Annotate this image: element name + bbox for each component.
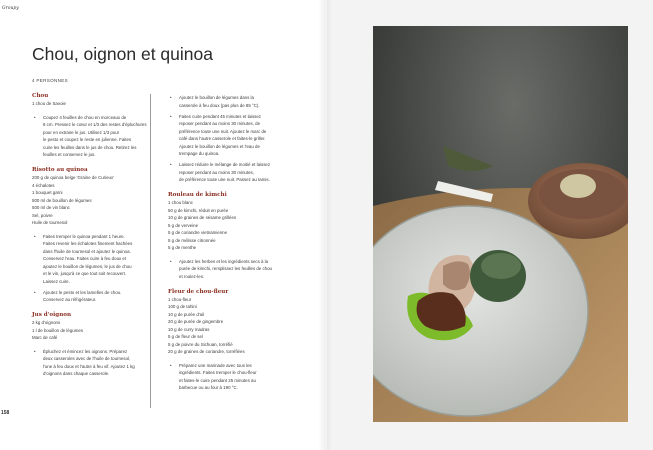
ingredient: 5 g de menthe [168, 245, 197, 250]
ingredient: Sel, poivre [32, 212, 53, 218]
section-heading-chou: Chou [32, 93, 49, 99]
steps-jus [32, 348, 148, 378]
column-divider [150, 94, 151, 408]
page-number: 158 [1, 410, 10, 416]
ingredient: 1 chou-fleur [168, 296, 192, 302]
ingredient: Marc de café [32, 335, 58, 340]
section-heading-chou-fleur: Fleur de chou-fleur [168, 288, 229, 295]
left-column [32, 92, 148, 381]
ingredient: 10 g de curry madras [168, 326, 210, 332]
step: • Coupez 4 feuilles de chou en morceaux de 8 cm. Pressez le cœur et 1/3 des restes d'épluchures pour en extraire le jus. Utilisez 1/3 pour le pesto et coupez le reste en julienne. Faites cuire les feuilles dans le jus de chou. Retirez les feuilles et conservez le jus. [43, 114, 148, 159]
section-heading-jus: Jus d'oignon [32, 312, 72, 318]
steps-kimchi [168, 258, 286, 281]
servings: 4 PERSONNES [32, 78, 68, 83]
ingredient: 100 g de tahini [168, 304, 197, 309]
section-tag: Groupy [2, 6, 19, 11]
ingredient: 1 chou de Savoie [32, 101, 66, 106]
ingredient: 20 g de purée de gingembre [168, 319, 224, 324]
step: • Préparez une marinade avec tous les ingrédients. Faites tremper le chou-fleur et faites-le cuire pendant 25 minutes au barbecue ou au four à 190 °C. [179, 362, 286, 392]
step: • Faites tremper le quinoa pendant 1 heure. Faites revenir les échalotes finement hachées dans l'huile de tournesol et ajoutez le quinoa. Conservez l'eau. Faites cuire à feu doux et ajoutez le bouillon de légumes, le jus de chou et le vin, jusqu'à ce que tout soit recouvert. Laissez cuire. [43, 233, 148, 286]
step: • Ajoutez les herbes et les ingrédients secs à la purée de kimchi, remplissez les feuilles de chou et roulez-les. [179, 258, 286, 281]
ingredient: 1 bouquet garni [32, 190, 63, 195]
ingredient: 500 ml de bouillon de légumes [32, 197, 92, 203]
steps-risotto [32, 233, 148, 304]
step: • Laissez réduire le mélange de moitié et laissez reposer pendant au moins 30 minutes, de préférence toute une nuit. Passez au tamis. [179, 161, 286, 184]
section-heading-risotto: Risotto au quinoa [32, 167, 88, 173]
recipe-title: Chou, oignon et quinoa [32, 44, 213, 64]
ingredient: 20 g de graines de coriandre, torréfiées [168, 349, 245, 354]
plated-dish-photo [373, 26, 628, 422]
book-gutter [318, 0, 332, 450]
ingredient: 5 g de verveine [168, 222, 199, 228]
ingredient: 4 échalotes [32, 182, 55, 188]
ingredient: 50 g de kimchi, réduit en purée [168, 207, 229, 213]
ingredient: 10 g de purée d'ail [168, 311, 204, 317]
section-heading-kimchi: Rouleau de kimchi [168, 192, 227, 198]
ingredient: 2 kg d'oignons [32, 320, 61, 325]
step: • Faites cuire pendant 45 minutes et laissez reposer pendant au moins 30 minutes, de préférence toute une nuit. Ajoutez le marc de café dans l'autre casserole et faites-le griller. Ajoutez le bouillon de légumes et l'eau de trempage du quinoa. [179, 113, 286, 158]
steps-chou-fleur [168, 362, 286, 392]
ingredient: 1 chou blanc [168, 200, 193, 205]
ingredient: 10 g de graines de sésame grillées [168, 215, 237, 220]
ingredient: 5 g de poivre du Sichuan, torréfié [168, 341, 233, 347]
ingredient: Huile de tournesol [32, 220, 68, 225]
right-column [168, 94, 286, 395]
ingredient: 5 g de fleur de sel [168, 334, 203, 339]
steps-jus-continued [168, 94, 286, 184]
ingredient: 5 g de coriandre vietnamienne [168, 230, 228, 235]
step: • Ajoutez le pesto et les lamelles de chou. Conservez au réfrigérateur. [43, 289, 148, 304]
step: • Ajoutez le bouillon de légumes dans la casserole à feu doux (pas plus de 85 °C). [179, 94, 286, 109]
ingredient: 1 l de bouillon de légumes [32, 327, 84, 333]
ingredient: 500 ml de vin blanc [32, 205, 70, 210]
ingredient: 200 g de quinoa belge 'Graine de Curieux' [32, 175, 114, 180]
ingredient: 5 g de mélisse citronnée [168, 237, 216, 243]
step: • Épluchez et émincez les oignons. Préparez deux casseroles avec de l'huile de tournesol, l'une à feu doux et l'autre à feu vif. Ajoutez 1 kg d'oignons dans chaque casserole. [43, 348, 148, 378]
steps-chou [32, 114, 148, 159]
